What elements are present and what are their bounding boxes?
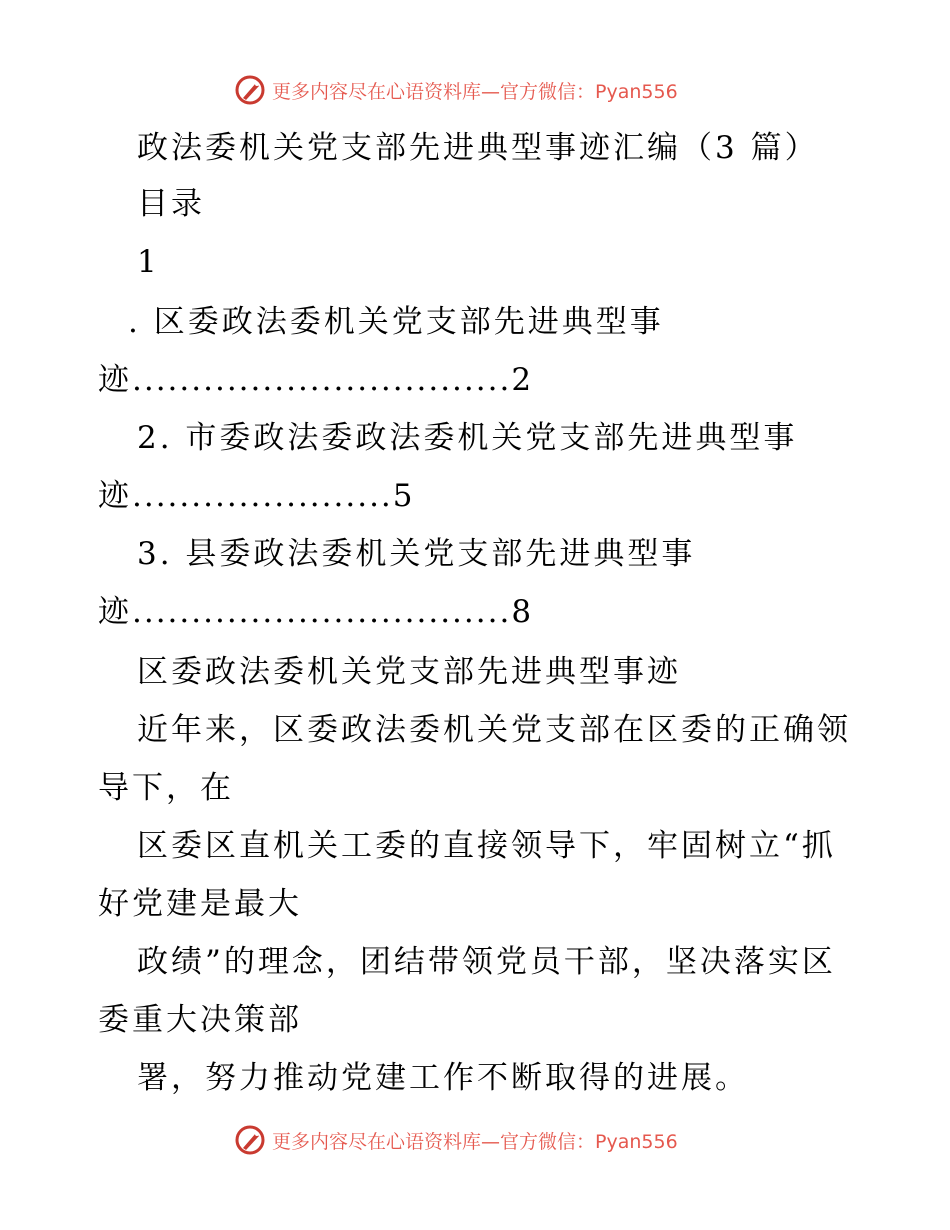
paragraph-line: 区委区直机关工委的直接领导下，牢固树立“抓: [137, 828, 836, 864]
toc-item-1-line: [98, 360, 534, 400]
pen-seal-logo-icon: [234, 1124, 266, 1156]
toc-item-3-page: 8: [511, 594, 535, 630]
toc-item-2-tail: 迹: [98, 478, 132, 514]
header-banner-text: 更多内容尽在心语资料库—官方微信：Pyan556: [272, 80, 678, 103]
toc-item-3-line: [98, 592, 534, 632]
toc-item-2-page: 5: [392, 478, 416, 514]
toc-item-3-title: 3. 县委政法委机关党支部先进典型事: [137, 536, 696, 572]
footer-banner-text: 更多内容尽在心语资料库—官方微信：Pyan556: [272, 1130, 678, 1153]
footer-banner: [234, 1120, 754, 1160]
toc-heading: 目录: [137, 186, 205, 222]
paragraph-line: 署，努力推动党建工作不断取得的进展。: [137, 1060, 749, 1096]
toc-item-2-leader: ......................: [132, 478, 393, 514]
toc-item-3-leader: ................................: [132, 594, 512, 630]
toc-item-3-tail: 迹: [98, 594, 132, 630]
toc-item-1-leader: ................................: [132, 362, 512, 398]
toc-item-1-tail: 迹: [98, 362, 132, 398]
header-banner: [234, 70, 754, 110]
paragraph-line: 导下，在: [98, 770, 234, 806]
pen-seal-logo-icon: [234, 74, 266, 106]
section-title: 区委政法委机关党支部先进典型事迹: [137, 654, 681, 690]
paragraph-line: 委重大决策部: [98, 1002, 302, 1038]
toc-item-1-number: 1: [137, 244, 160, 280]
paragraph-line: 好党建是最大: [98, 886, 302, 922]
toc-item-1-page: 2: [511, 362, 535, 398]
paragraph-line: 近年来，区委政法委机关党支部在区委的正确领: [137, 712, 851, 748]
paragraph-line: 政绩”的理念，团结带领党员干部，坚决落实区: [137, 944, 836, 980]
toc-item-1-title: . 区委政法委机关党支部先进典型事: [128, 304, 664, 340]
toc-item-2-line: [98, 476, 416, 516]
toc-item-2-title: 2. 市委政法委政法委机关党支部先进典型事: [137, 420, 798, 456]
document-title: 政法委机关党支部先进典型事迹汇编（3 篇）: [137, 130, 819, 166]
